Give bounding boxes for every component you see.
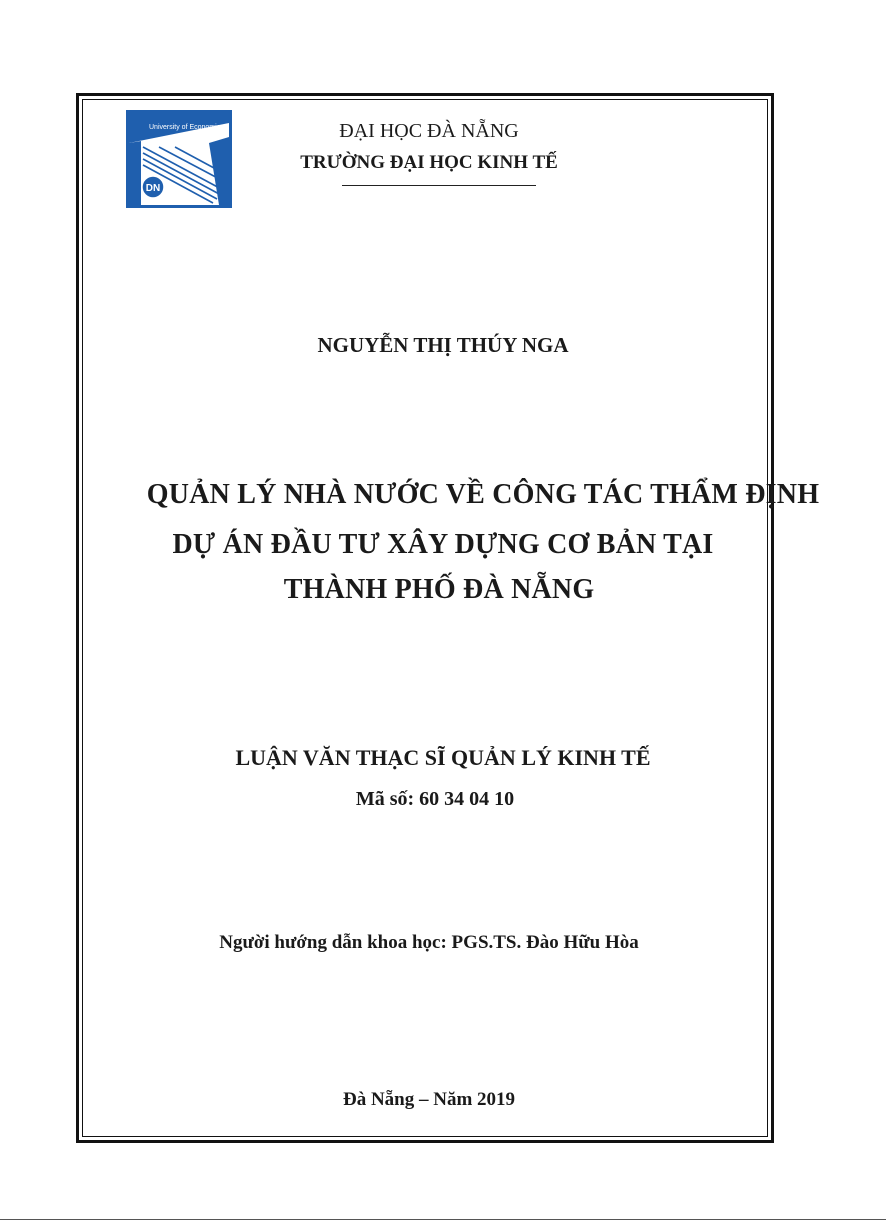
school-name: TRƯỜNG ĐẠI HỌC KINH TẾ [300, 152, 558, 173]
university-logo [126, 110, 232, 208]
university-name: ĐẠI HỌC ĐÀ NẴNG [339, 120, 519, 142]
advisor: Người hướng dẫn khoa học: PGS.TS. Đào Hữu Hòa [219, 932, 639, 953]
header-divider [342, 185, 536, 186]
place-year: Đà Nẵng – Năm 2019 [342, 1089, 516, 1110]
thesis-title-line-1: QUẢN LÝ NHÀ NƯỚC VỀ CÔNG TÁC THẨM ĐỊNH [146, 479, 820, 510]
thesis-title-line-3: THÀNH PHỐ ĐÀ NẴNG [283, 574, 595, 605]
page-bottom-edge [0, 1219, 886, 1220]
author-name: NGUYỄN THỊ THÚY NGA [317, 333, 569, 357]
thesis-title-line-2: DỰ ÁN ĐẦU TƯ XÂY DỰNG CƠ BẢN TẠI [172, 529, 714, 560]
logo-mark: DN [145, 183, 161, 194]
page-border-inner [82, 99, 768, 1137]
logo-text: University of Economics [149, 124, 224, 131]
program-code: Mã số: 60 34 04 10 [355, 788, 515, 810]
degree-type: LUẬN VĂN THẠC SĨ QUẢN LÝ KINH TẾ [235, 745, 651, 770]
